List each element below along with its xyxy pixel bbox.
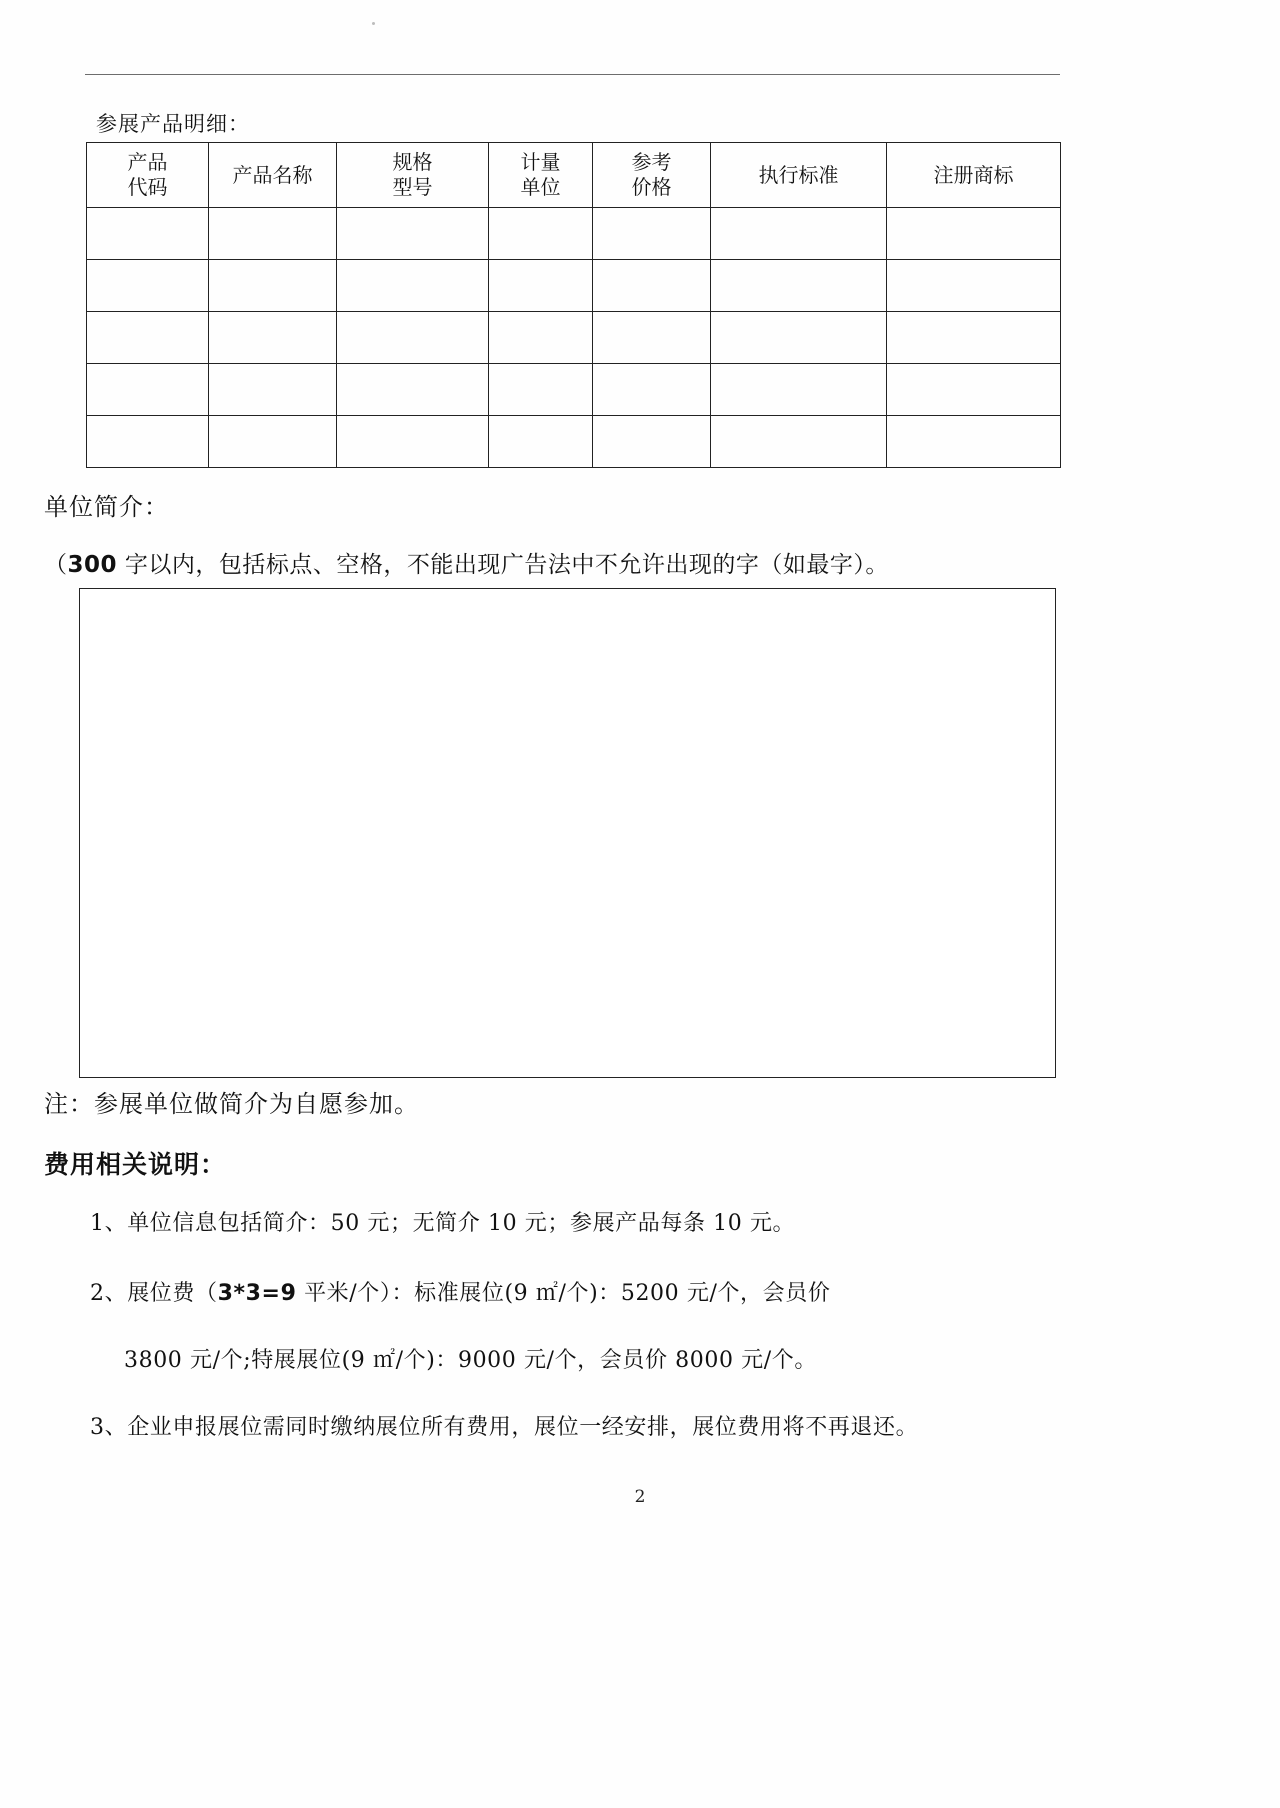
fee-item-2-suffix: 平米/个）：标准展位(9 ㎡/个)：5200 元/个，会员价 xyxy=(296,1281,831,1306)
cell-spec-model[interactable] xyxy=(337,208,489,260)
cell-product-code[interactable] xyxy=(87,416,209,468)
cell-registered-trademark[interactable] xyxy=(887,312,1061,364)
cell-measure-unit[interactable] xyxy=(489,416,593,468)
fee-item-2-line2: 3800 元/个;特展展位(9 ㎡/个)：9000 元/个，会员价 8000 元/个。 xyxy=(124,1348,817,1373)
cell-registered-trademark[interactable] xyxy=(887,208,1061,260)
column-header-line1: 计量 xyxy=(520,150,561,174)
cell-registered-trademark[interactable] xyxy=(887,260,1061,312)
column-header-reference-price xyxy=(593,143,711,208)
cell-product-name[interactable] xyxy=(209,312,337,364)
voluntary-note: 注：参展单位做简介为自愿参加。 xyxy=(44,1090,419,1118)
cell-execution-standard[interactable] xyxy=(711,260,887,312)
fee-item-3: 3、企业申报展位需同时缴纳展位所有费用，展位一经安排，展位费用将不再退还。 xyxy=(90,1415,919,1440)
cell-execution-standard[interactable] xyxy=(711,416,887,468)
cell-measure-unit[interactable] xyxy=(489,364,593,416)
column-header-line2: 型号 xyxy=(392,175,433,199)
product-detail-table xyxy=(86,142,1061,468)
table-row xyxy=(87,208,1061,260)
cell-measure-unit[interactable] xyxy=(489,312,593,364)
cell-spec-model[interactable] xyxy=(337,416,489,468)
table-header-row xyxy=(87,143,1061,208)
column-header-line1: 参考 xyxy=(631,150,672,174)
cell-spec-model[interactable] xyxy=(337,312,489,364)
column-header-line1: 产品 xyxy=(127,150,168,174)
cell-measure-unit[interactable] xyxy=(489,208,593,260)
column-header-measure-unit xyxy=(489,143,593,208)
cell-reference-price[interactable] xyxy=(593,312,711,364)
intro-note-suffix: 字以内，包括标点、空格，不能出现广告法中不允许出现的字（如最字）。 xyxy=(117,552,889,578)
cell-reference-price[interactable] xyxy=(593,208,711,260)
cell-product-name[interactable] xyxy=(209,208,337,260)
fee-item-2-prefix: 2、展位费（ xyxy=(90,1281,218,1306)
cell-product-name[interactable] xyxy=(209,416,337,468)
column-header-execution-standard xyxy=(711,143,887,208)
column-header-line2: 单位 xyxy=(520,175,561,199)
column-header-line1: 规格 xyxy=(392,150,433,174)
column-header-product-code xyxy=(87,143,209,208)
cell-product-code[interactable] xyxy=(87,364,209,416)
page-number: 2 xyxy=(634,1487,646,1507)
cell-product-code[interactable] xyxy=(87,312,209,364)
cell-spec-model[interactable] xyxy=(337,364,489,416)
cell-product-name[interactable] xyxy=(209,260,337,312)
table-row xyxy=(87,364,1061,416)
column-header-spec-model xyxy=(337,143,489,208)
cell-spec-model[interactable] xyxy=(337,260,489,312)
column-header-line2: 代码 xyxy=(127,175,168,199)
scan-artifact-dot xyxy=(372,22,375,25)
cell-product-name[interactable] xyxy=(209,364,337,416)
column-header-line1: 产品名称 xyxy=(232,162,313,187)
company-intro-note xyxy=(44,546,889,579)
company-intro-textbox[interactable] xyxy=(79,588,1056,1078)
cell-product-code[interactable] xyxy=(87,260,209,312)
table-row xyxy=(87,260,1061,312)
table-row xyxy=(87,416,1061,468)
cell-execution-standard[interactable] xyxy=(711,364,887,416)
fee-item-2 xyxy=(90,1276,830,1307)
products-section-label: 参展产品明细： xyxy=(96,112,250,136)
column-header-line1: 注册商标 xyxy=(933,162,1014,187)
intro-note-limit: 300 xyxy=(67,552,118,578)
cell-measure-unit[interactable] xyxy=(489,260,593,312)
header-divider xyxy=(85,74,1060,75)
cell-product-code[interactable] xyxy=(87,208,209,260)
table-body xyxy=(87,208,1061,468)
fee-item-2-size: 3*3=9 xyxy=(217,1281,297,1306)
company-intro-label: 单位简介： xyxy=(44,493,169,521)
cell-execution-standard[interactable] xyxy=(711,208,887,260)
table-row xyxy=(87,312,1061,364)
cell-reference-price[interactable] xyxy=(593,260,711,312)
table-header xyxy=(87,143,1061,208)
intro-note-prefix: （ xyxy=(44,552,68,578)
column-header-line2: 价格 xyxy=(631,175,672,199)
column-header-line1: 执行标准 xyxy=(758,162,839,187)
fee-section-heading: 费用相关说明： xyxy=(44,1150,227,1179)
fee-item-1: 1、单位信息包括简介：50 元；无简介 10 元；参展产品每条 10 元。 xyxy=(90,1211,796,1236)
column-header-registered-trademark xyxy=(887,143,1061,208)
cell-registered-trademark[interactable] xyxy=(887,364,1061,416)
cell-reference-price[interactable] xyxy=(593,416,711,468)
cell-registered-trademark[interactable] xyxy=(887,416,1061,468)
cell-execution-standard[interactable] xyxy=(711,312,887,364)
column-header-product-name xyxy=(209,143,337,208)
cell-reference-price[interactable] xyxy=(593,364,711,416)
